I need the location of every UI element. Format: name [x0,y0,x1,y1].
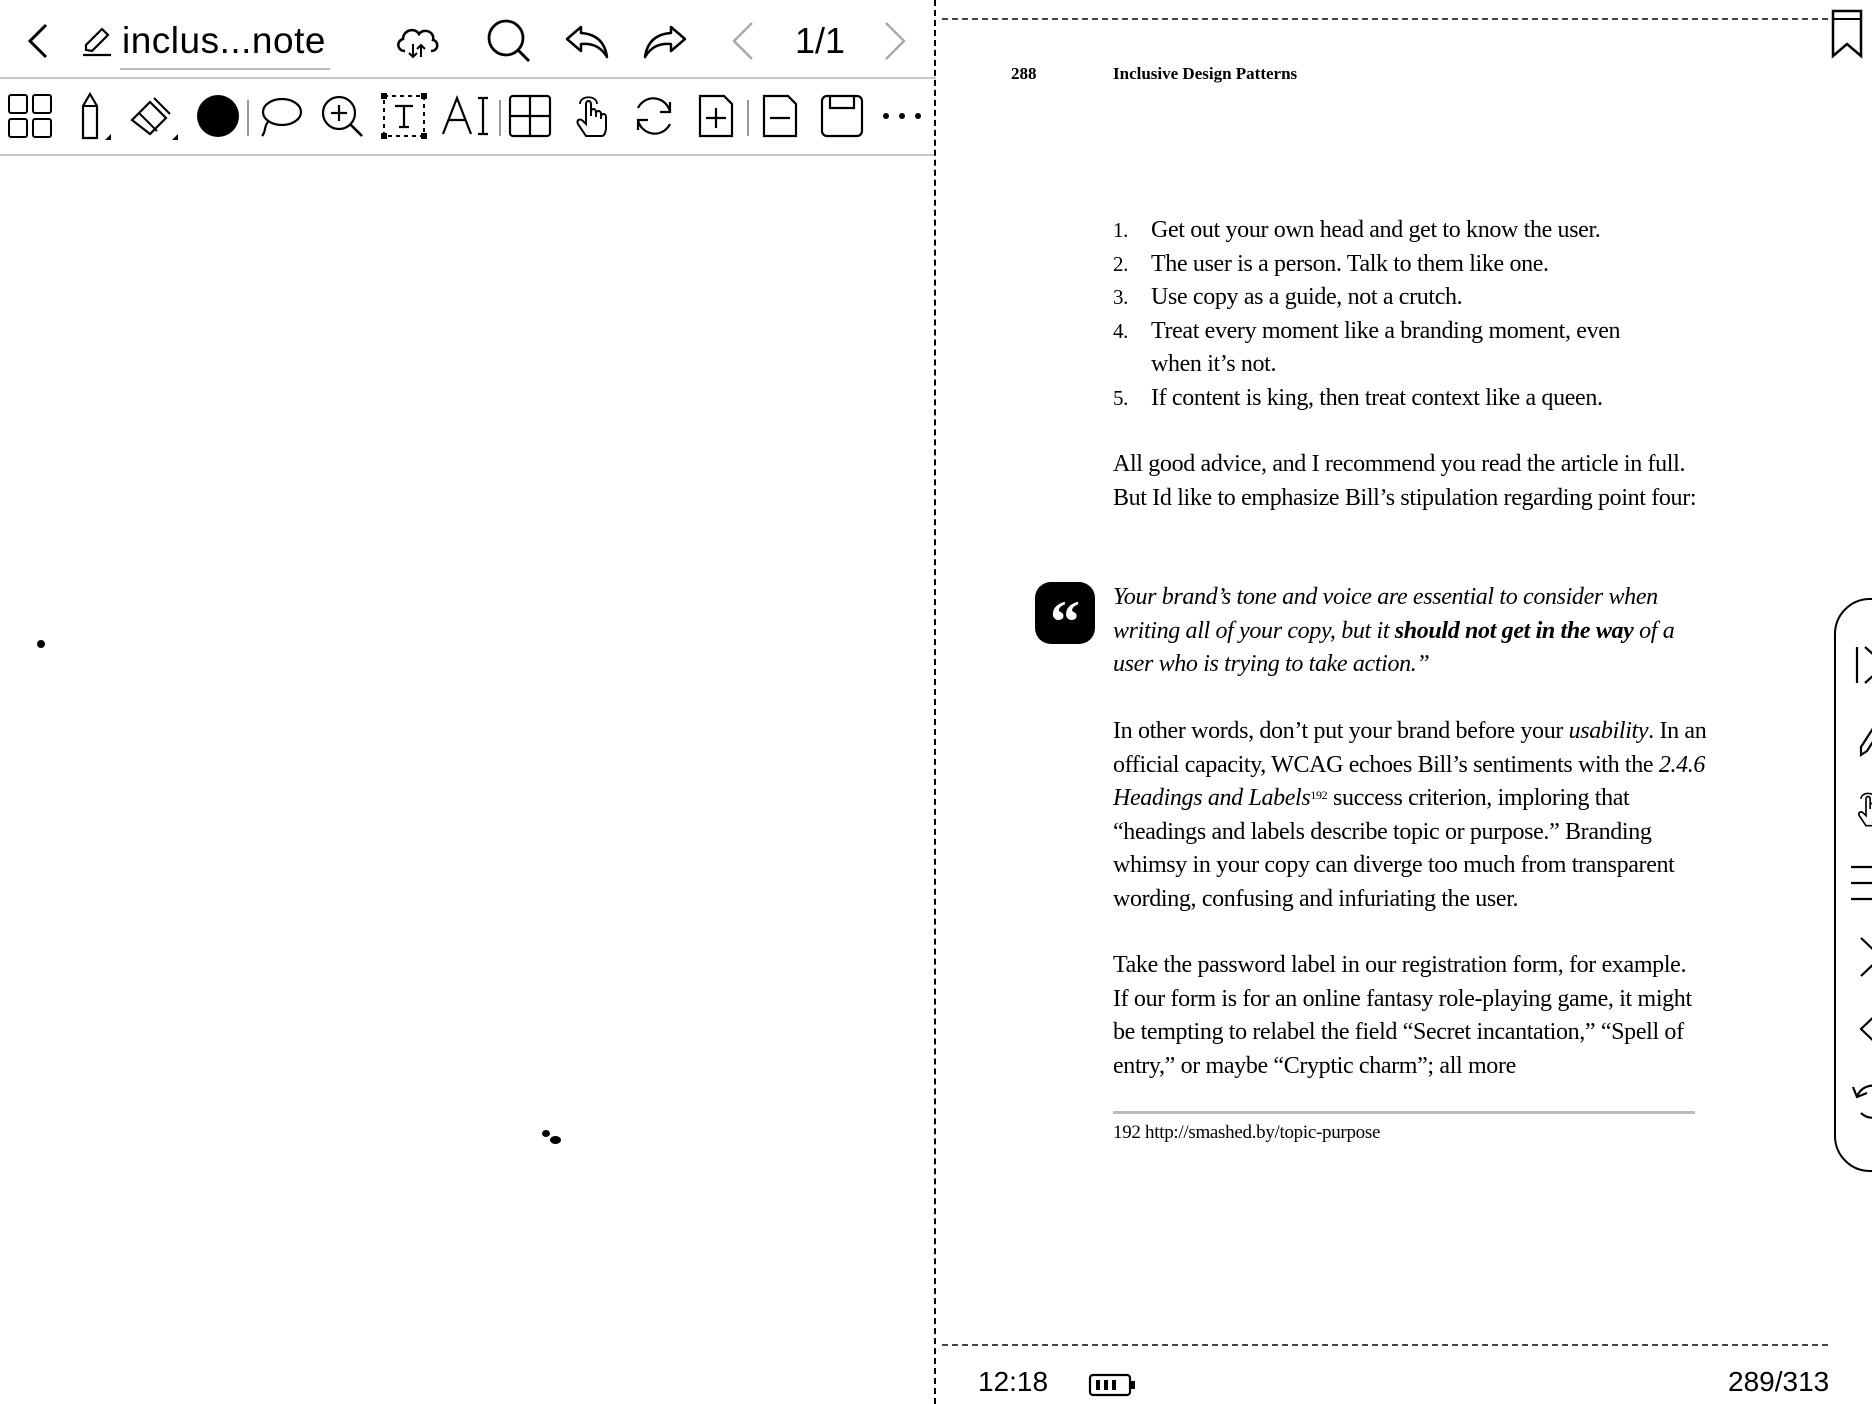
eraser-icon [126,90,178,142]
ai-text-icon [440,92,492,140]
reader-side-toolbar [1834,598,1872,1172]
delete-page-button[interactable] [754,90,806,142]
back-button[interactable] [12,14,66,68]
note-title-text: inclus...note [122,20,326,61]
more-options-button[interactable] [876,90,928,142]
undo-button[interactable] [560,14,614,68]
paragraph [1113,715,1709,916]
book-page-number: 288 [1011,64,1037,83]
quote-emphasis: should not get in the way [1394,617,1634,644]
pen-icon [1851,715,1872,759]
black-color-swatch-icon [194,92,242,140]
next-page-button[interactable] [868,14,922,68]
ink-stroke [550,1136,561,1144]
more-dots-icon [878,106,926,126]
undo-icon [563,21,611,61]
pull-quote [1113,581,1703,682]
clock: 12:18 [978,1366,1049,1397]
list-number: 2. [1113,251,1129,276]
touch-button[interactable] [1846,784,1872,834]
ink-stroke [542,1130,550,1137]
ai-text-button[interactable] [440,90,492,142]
back-chevron-icon [24,21,54,61]
paragraph: Take the password label in our registration form, for example. If our form is for an online fantasy role-playing game, it might be tempting to relabel the field “Secret incantation,” “Spell of entry,” or maybe “Cryptic charm”; all more [1113,952,1692,1079]
grid-icon [7,93,53,139]
reader-top-boundary [942,18,1828,20]
list-number: 5. [1113,385,1129,410]
previous-page-button[interactable] [716,14,770,68]
rotate-back-icon [1849,1079,1872,1123]
collapse-toolbar-button[interactable] [1846,640,1872,690]
save-button[interactable] [816,90,868,142]
remove-page-icon [756,92,804,140]
zoom-in-icon [318,92,366,140]
search-icon [485,17,533,65]
redo-button[interactable] [638,14,692,68]
hand-touch-icon [1851,787,1872,831]
table-tool-button[interactable] [504,90,556,142]
tool-separator [747,100,749,136]
paragraph: All good advice, and I recommend you read the article in full. But Id like to emphasize Bill’s stipulation regarding point four: [1113,451,1697,511]
search-button[interactable] [482,14,536,68]
reader-bottom-boundary [942,1344,1828,1346]
footnote-rule [1113,1111,1695,1114]
tool-separator [247,100,249,136]
touch-mode-button[interactable] [566,90,618,142]
ink-stroke [37,640,45,648]
list-text: If content is king, then treat context like a queen. [1151,384,1603,411]
lasso-tool-button[interactable] [254,90,306,142]
pen-icon [67,90,113,142]
chevron-right-icon [880,19,910,63]
list-number: 1. [1113,218,1129,242]
list-text: Treat every moment like a branding moment, even when it’s not. [1151,317,1621,377]
quote-text: of a user who is trying to take action.” [1113,617,1675,677]
pencil-icon [80,24,114,58]
chevron-left-icon [1853,1006,1872,1052]
menu-icon [1849,863,1872,903]
pen-tool-button[interactable] [64,90,116,142]
list-item [1113,214,1713,248]
emphasis-text: usability [1568,718,1649,744]
refresh-icon [630,92,678,140]
rotate-back-button[interactable] [1846,1076,1872,1126]
paragraph-text: In other words, don’t put your brand before your [1113,718,1569,744]
split-divider[interactable] [934,0,936,1404]
eraser-tool-button[interactable] [126,90,178,142]
emphasis-text: 2.4.6 Headings and Labels [1113,751,1706,811]
list-text: Use copy as a guide, not a crutch. [1151,284,1463,310]
paragraph-text: success criterion, imploring that “headings and labels describe topic or purpose.” Branding whimsy in your copy can diverge too much from transparent wording, confusing and infuriating the user. [1113,785,1675,912]
footnote-reference[interactable]: 192 [1310,788,1328,802]
collapse-icon [1851,643,1872,687]
note-title[interactable] [80,14,326,68]
reading-progress: 289/313 [1728,1366,1830,1397]
text-box-tool-button[interactable] [378,90,430,142]
lasso-icon [256,92,304,140]
list-number: 4. [1113,318,1129,343]
previous-page-button[interactable] [1846,1004,1872,1054]
color-picker-button[interactable] [192,90,244,142]
quote-text: Your brand’s tone and voice are essential to consider when writing all of your copy, but it [1113,584,1658,644]
bookmark-icon [1830,8,1864,60]
list-number: 3. [1113,285,1129,309]
list-text: The user is a person. Talk to them like one. [1151,250,1549,277]
text-box-icon [380,92,428,140]
list-item [1113,382,1713,416]
cloud-sync-icon [393,21,441,61]
numbered-list [1113,214,1713,415]
list-item [1113,281,1713,315]
layout-grid-button[interactable] [4,90,56,142]
reader-pane [937,0,1872,1404]
save-icon [818,92,866,140]
list-item [1113,248,1713,282]
zoom-tool-button[interactable] [316,90,368,142]
list-item [1113,315,1631,382]
next-page-button[interactable] [1846,932,1872,982]
page-indicator: 1/1 [794,20,846,61]
paragraph-text: . In an official capacity, WCAG echoes Bill’s sentiments with the [1113,718,1707,778]
annotate-button[interactable] [1846,712,1872,762]
footnote: 192 http://smashed.by/topic-purpose [1113,1122,1381,1143]
bookmark-button[interactable] [1830,8,1864,60]
menu-button[interactable] [1846,858,1872,908]
refresh-button[interactable] [628,90,680,142]
add-page-button[interactable] [690,90,742,142]
running-head: Inclusive Design Patterns [1113,64,1298,83]
redo-icon [641,21,689,61]
title-underline [120,68,330,70]
cloud-sync-button[interactable] [390,14,444,68]
chevron-left-icon [728,19,758,63]
list-text: Get out your own head and get to know the user. [1151,217,1601,243]
drawing-canvas[interactable] [0,156,934,1404]
toolbar-divider [0,77,936,79]
table-icon [506,92,554,140]
quote-mark-icon: “ [1035,582,1095,644]
hand-touch-icon [568,92,616,140]
tool-separator [499,100,501,136]
battery-icon [1088,1372,1138,1398]
chevron-right-icon [1853,934,1872,980]
add-page-icon [692,92,740,140]
